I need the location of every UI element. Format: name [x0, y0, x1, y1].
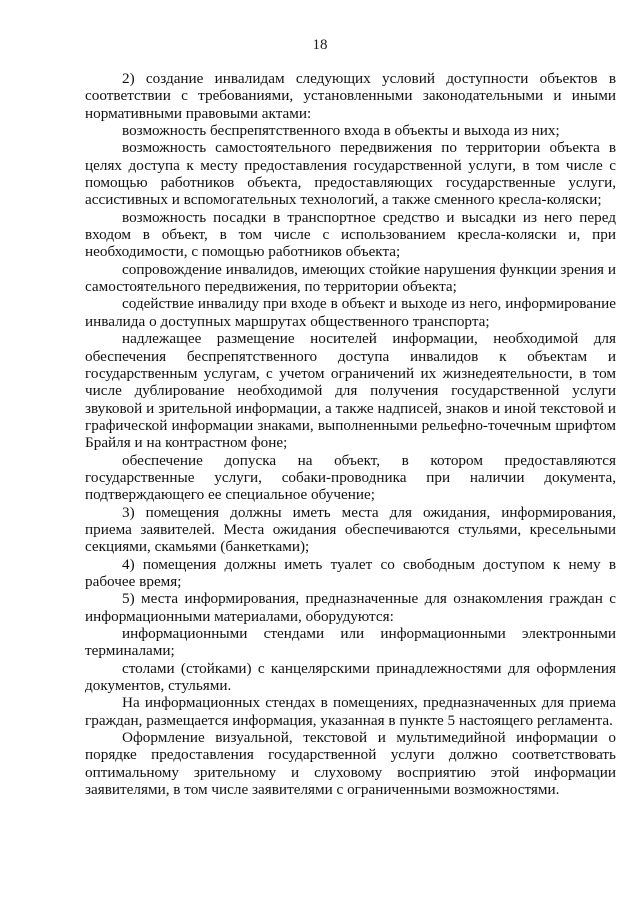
paragraph: столами (стойками) с канцелярскими принадлежностями для оформления документов, стульями. — [85, 659, 616, 695]
paragraph: 4) помещения должны иметь туалет со свободным доступом к нему в рабочее время; — [85, 555, 616, 590]
document-body — [85, 70, 616, 798]
paragraph: 3) помещения должны иметь места для ожидания, информирования, приема заявителей. Места ожидания обеспечиваются стульями, кресельными секциями, скамьями (банкетками); — [85, 503, 616, 556]
paragraph: сопровождение инвалидов, имеющих стойкие нарушения функции зрения и самостоятельного передвижения, по территории объекта; — [85, 260, 616, 296]
paragraph: Оформление визуальной, текстовой и мультимедийной информации о порядке предоставления государственной услуги должно соответствовать оптимальному зрительному и слуховому восприятию этой информации заявителями, в том числе заявителями с ограниченными возможностями. — [85, 729, 616, 799]
paragraph: возможность самостоятельного передвижения по территории объекта в целях доступа к месту предоставления государственной услуги, в том числе с помощью работников объекта, предоставляющих государственные услуги, ассистивных и вспомогательных технологий, а также сменного кресла-коляски; — [85, 139, 616, 209]
paragraph: содействие инвалиду при входе в объект и выходе из него, информирование инвалида о доступных маршрутах общественного транспорта; — [85, 295, 616, 330]
paragraph: надлежащее размещение носителей информации, необходимой для обеспечения беспрепятственного доступа инвалидов к объектам и государственным услугам, с учетом ограничений их жизнедеятельности, в том числе дублирование необходимой для получения государственной услуги звуковой и зрительной информации, а также надписей, знаков и иной текстовой и графической информации знаками, выполненными рельефно-точечным шрифтом Брайля и на контрастном фоне; — [85, 330, 616, 452]
paragraph: возможность беспрепятственного входа в объекты и выхода из них; — [122, 122, 560, 140]
paragraph: 5) места информирования, предназначенные для ознакомления граждан с информационными материалами, оборудуются: — [85, 590, 616, 625]
page-number: 18 — [312, 37, 328, 53]
paragraph: На информационных стендах в помещениях, предназначенных для приема граждан, размещается информация, указанная в пункте 5 настоящего регламента. — [85, 694, 616, 729]
paragraph: возможность посадки в транспортное средство и высадки из него перед входом в объект, в том числе с использованием кресла-коляски и, при необходимости, с помощью работников объекта; — [85, 208, 616, 261]
paragraph: 2) создание инвалидам следующих условий доступности объектов в соответствии с требованиями, установленными законодательными и иными нормативными правовыми актами: — [85, 70, 616, 122]
paragraph: обеспечение допуска на объект, в котором предоставляются государственные услуги, собаки-проводника при наличии документа, подтверждающего ее специальное обучение; — [85, 451, 616, 504]
paragraph: информационными стендами или информационными электронными терминалами; — [85, 625, 616, 660]
